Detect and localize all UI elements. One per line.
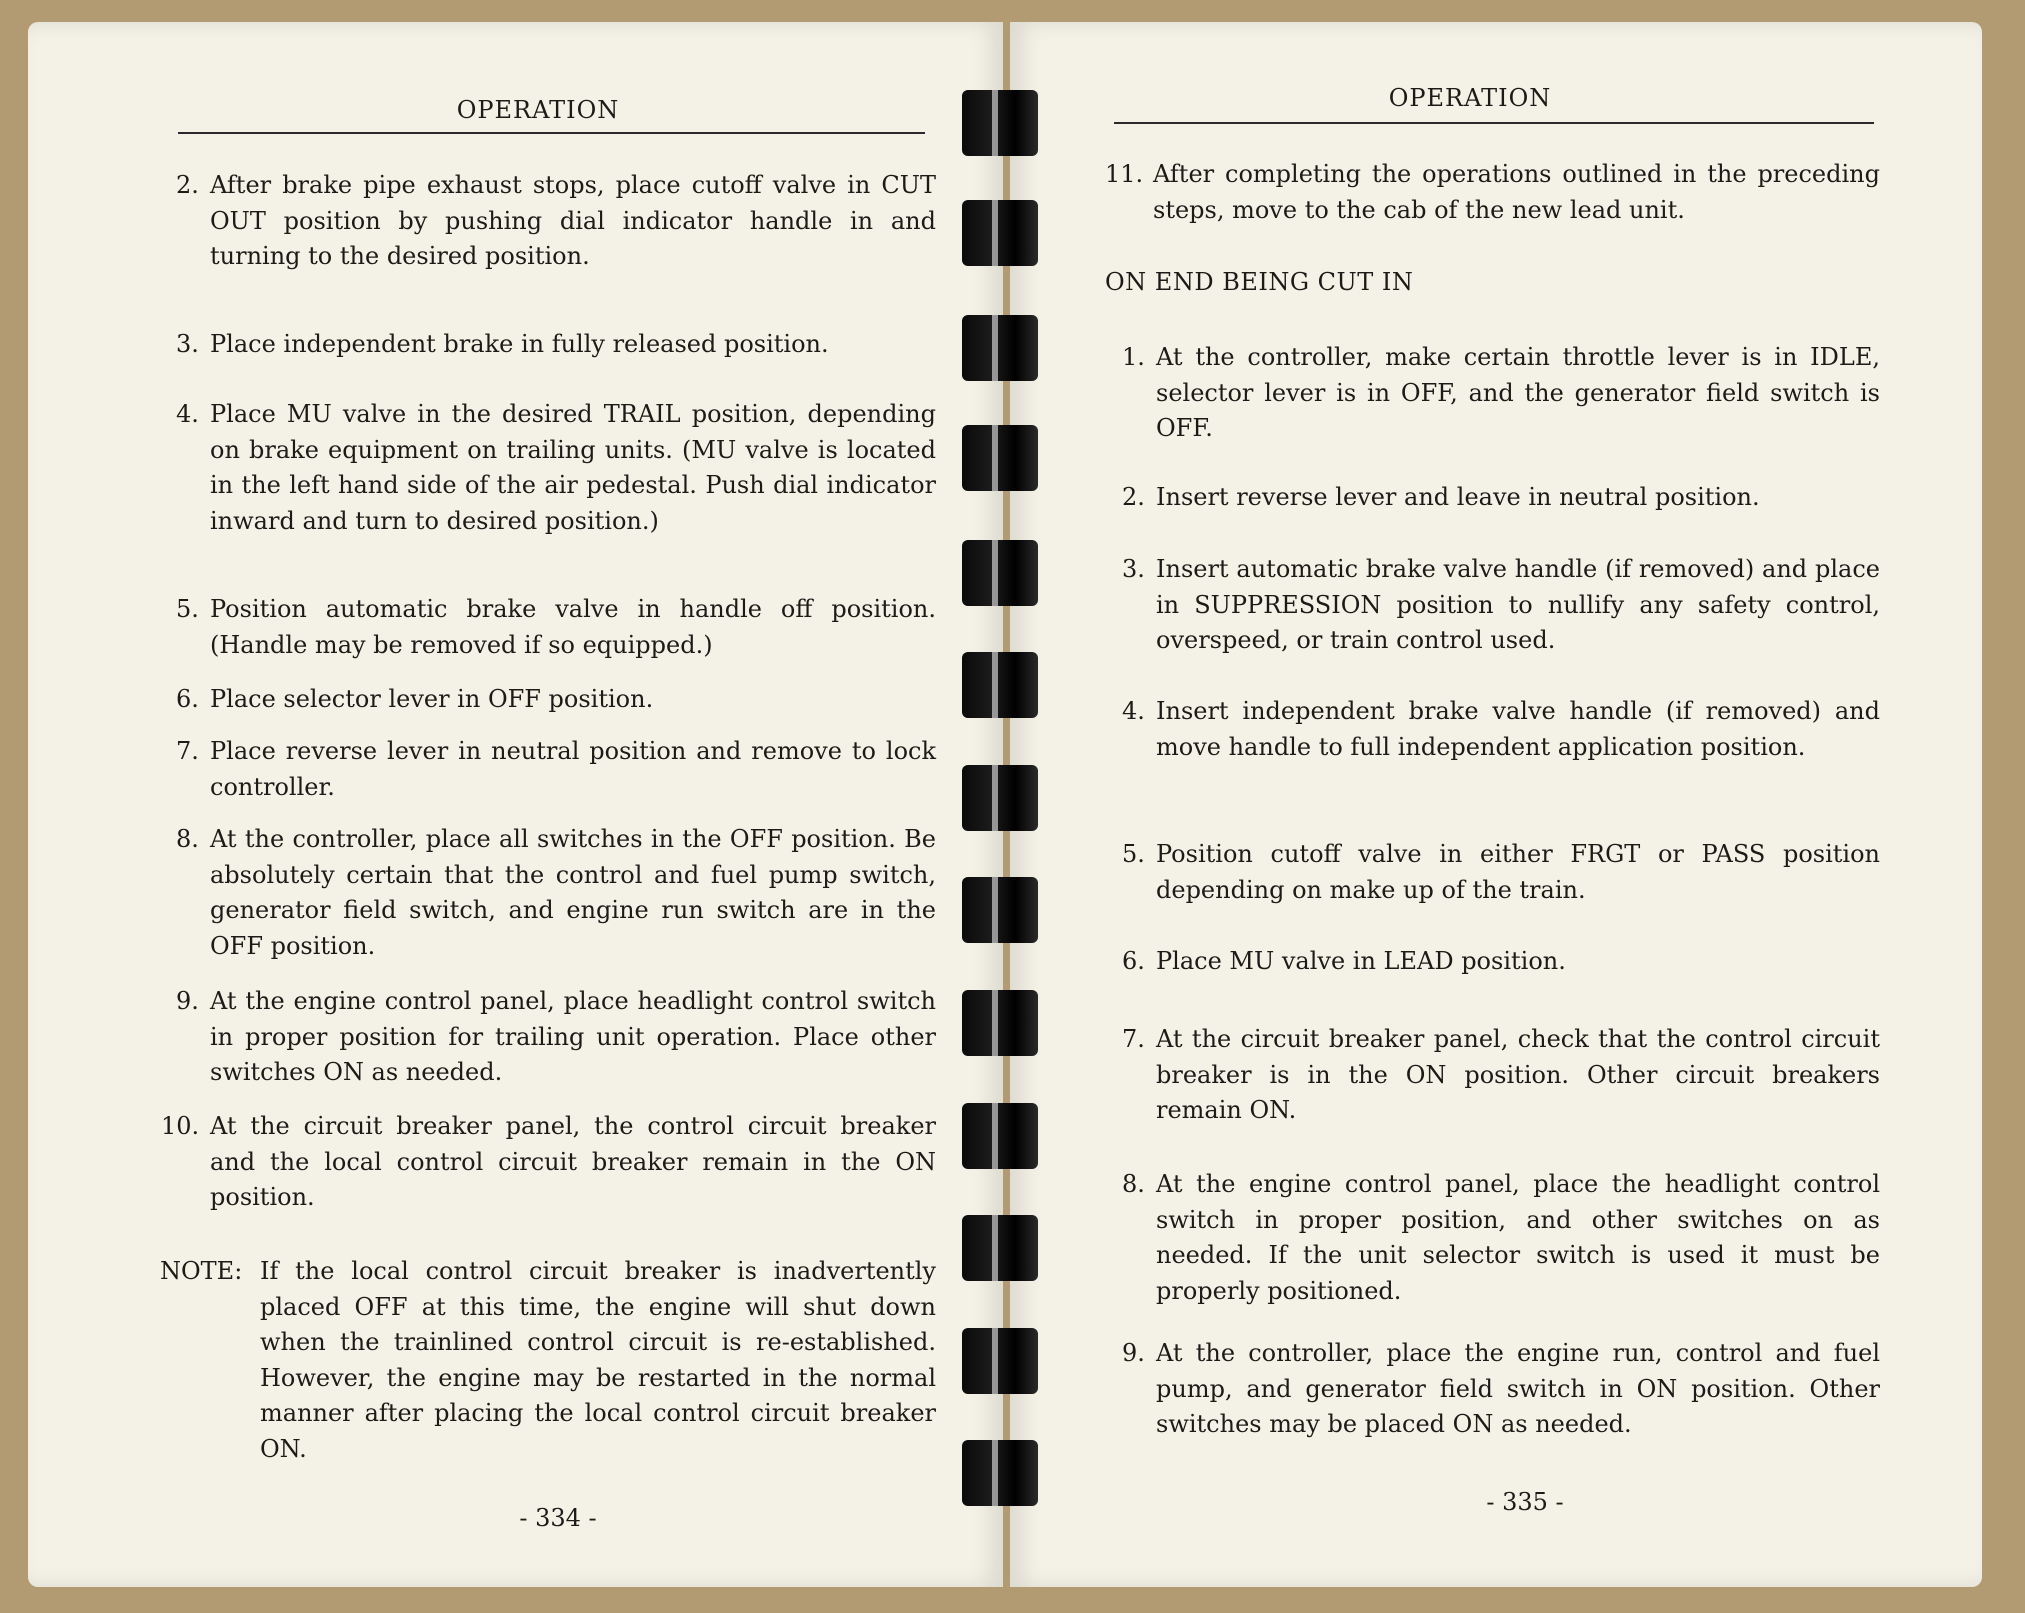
item-text: Place independent brake in fully released position.	[210, 330, 829, 358]
list-item	[176, 592, 936, 663]
item-number: 5.	[176, 595, 199, 623]
item-number: 7.	[1122, 1025, 1145, 1053]
item-number: 1.	[1122, 343, 1145, 371]
item-text: At the circuit breaker panel, check that the control circuit breaker is in the ON position. Other circuit breakers remain ON.	[1156, 1025, 1880, 1124]
list-item	[1122, 837, 1880, 908]
list-item	[176, 327, 936, 363]
list-item	[176, 734, 936, 805]
item-number: 6.	[1122, 947, 1145, 975]
note-text: If the local control circuit breaker is inadvertently placed OFF at this time, the engine will shut down when the trainlined control circuit is re-established. However, the engine may be restarted in the normal manner after placing the local control circuit breaker ON.	[260, 1257, 936, 1463]
header-rule	[178, 132, 925, 134]
item-text: At the circuit breaker panel, the control circuit breaker and the local control circuit breaker remain in the ON position.	[210, 1112, 936, 1211]
item-text: After brake pipe exhaust stops, place cutoff valve in CUT OUT position by pushing dial indicator handle in and turning to the desired position.	[210, 171, 936, 270]
binding-coil	[962, 315, 1038, 381]
list-item	[1122, 1167, 1880, 1309]
item-number: 10.	[161, 1112, 200, 1140]
item-number: 8.	[176, 825, 199, 853]
item-text: At the controller, make certain throttle lever is in IDLE, selector lever is in OFF, and the generator field switch is OFF.	[1156, 343, 1880, 442]
page-number: - 334 -	[519, 1504, 597, 1532]
list-item	[176, 822, 936, 964]
list-item	[176, 168, 936, 275]
binding-coil	[962, 652, 1038, 718]
item-number: 2.	[1122, 483, 1145, 511]
item-number: 2.	[176, 171, 199, 199]
list-item	[1105, 157, 1880, 228]
item-text: Place MU valve in the desired TRAIL position, depending on brake equipment on trailing units. (MU valve is located in the left hand side of the air pedestal. Push dial indicator inward and turn to desired position.)	[210, 400, 936, 535]
page-number: - 335 -	[1486, 1488, 1564, 1516]
item-text: After completing the operations outlined in the preceding steps, move to the cab of the new lead unit.	[1153, 160, 1880, 224]
list-item	[1122, 944, 1880, 980]
item-text: Insert automatic brake valve handle (if removed) and place in SUPPRESSION position to nullify any safety control, overspeed, or train control used.	[1156, 555, 1880, 654]
list-item	[176, 397, 936, 539]
item-text: At the engine control panel, place headlight control switch in proper position for trailing unit operation. Place other switches ON as needed.	[210, 987, 936, 1086]
binding-coil	[962, 1215, 1038, 1281]
binding-coil	[962, 200, 1038, 266]
list-item	[1122, 340, 1880, 447]
list-item	[1122, 480, 1880, 516]
item-text: Place reverse lever in neutral position and remove to lock controller.	[210, 737, 936, 801]
item-number: 9.	[1122, 1339, 1145, 1367]
list-item	[1122, 1022, 1880, 1129]
list-item	[161, 1109, 936, 1216]
item-text: At the engine control panel, place the headlight control switch in proper position, and other switches on as needed. If the unit selector switch is used it must be properly positioned.	[1156, 1170, 1880, 1305]
list-item	[176, 984, 936, 1091]
binding-coil	[962, 877, 1038, 943]
item-number: 4.	[176, 400, 199, 428]
list-item	[1122, 1336, 1880, 1443]
list-item	[1122, 552, 1880, 659]
header-rule	[1114, 122, 1874, 124]
item-number: 11.	[1105, 160, 1144, 188]
binding-coil	[962, 765, 1038, 831]
item-text: Position automatic brake valve in handle off position. (Handle may be removed if so equipped.)	[210, 595, 936, 659]
left-page	[28, 22, 1003, 1587]
binding-coil	[962, 90, 1038, 156]
binding-coil	[962, 1103, 1038, 1169]
section-subheading: ON END BEING CUT IN	[1105, 268, 1414, 296]
item-text: At the controller, place all switches in the OFF position. Be absolutely certain that the control and fuel pump switch, generator field switch, and engine run switch are in the OFF position.	[210, 825, 936, 960]
page-header: OPERATION	[456, 96, 620, 124]
spiral-binding	[962, 0, 1040, 1613]
item-text: Insert independent brake valve handle (if removed) and move handle to full independent application position.	[1156, 697, 1880, 761]
item-number: 7.	[176, 737, 199, 765]
binding-coil	[962, 1440, 1038, 1506]
item-number: 9.	[176, 987, 199, 1015]
item-text: Position cutoff valve in either FRGT or PASS position depending on make up of the train.	[1156, 840, 1880, 904]
item-text: Insert reverse lever and leave in neutral position.	[1156, 483, 1760, 511]
item-text: Place selector lever in OFF position.	[210, 685, 654, 713]
binding-coil	[962, 540, 1038, 606]
item-text: At the controller, place the engine run, control and fuel pump, and generator field switch in ON position. Other switches may be placed ON as needed.	[1156, 1339, 1880, 1438]
page-header: OPERATION	[1388, 84, 1552, 112]
binding-coil	[962, 1328, 1038, 1394]
item-number: 3.	[176, 330, 199, 358]
item-text: Place MU valve in LEAD position.	[1156, 947, 1566, 975]
list-item	[176, 682, 936, 718]
item-number: 5.	[1122, 840, 1145, 868]
note	[160, 1254, 936, 1467]
binding-coil	[962, 425, 1038, 491]
item-number: 4.	[1122, 697, 1145, 725]
item-number: 6.	[176, 685, 199, 713]
note-label: NOTE:	[160, 1257, 243, 1285]
binding-coil	[962, 990, 1038, 1056]
item-number: 3.	[1122, 555, 1145, 583]
right-page	[1010, 22, 1982, 1587]
list-item	[1122, 694, 1880, 765]
item-number: 8.	[1122, 1170, 1145, 1198]
